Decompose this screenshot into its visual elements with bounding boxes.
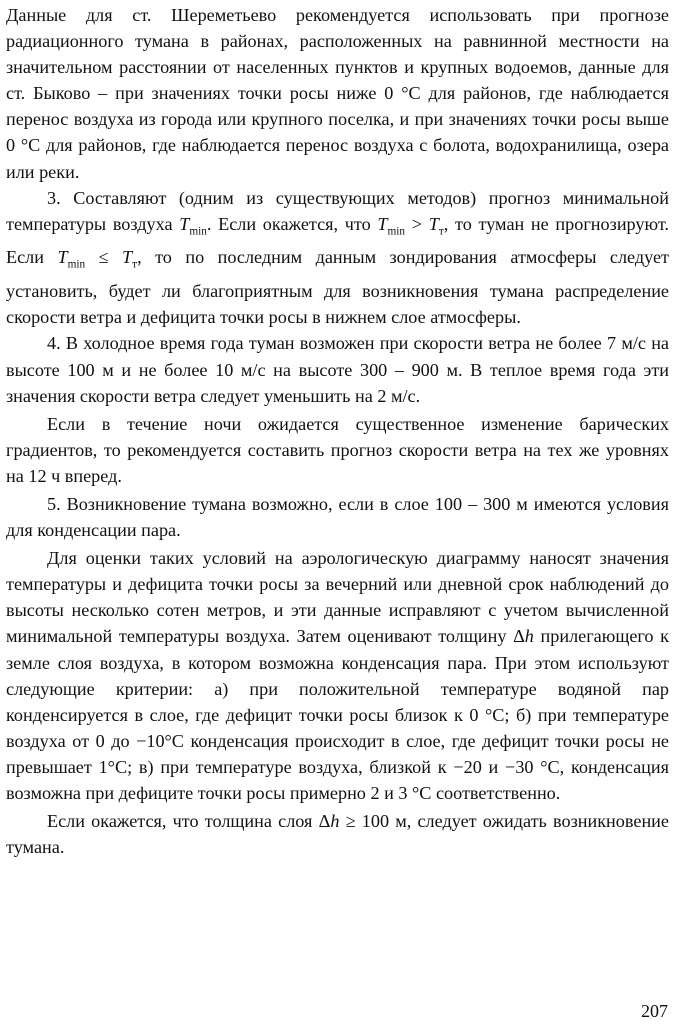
paragraph-stations: Данные для ст. Шереметьево рекомендуется использовать при прогнозе радиационного тумана в районах, расположенных на равнинной местности на значительном расстоянии от населенных пунктов и крупных водоемов, данные для ст. Быково – при значениях точки росы ниже 0 °С для районов, где наблюдается перенос воздуха из города или крупного поселка, и при значениях точки росы выше 0 °С для районов, где наблюдается перенос воздуха с болота, водохранилища, озера или реки. [6, 5, 669, 182]
paragraph-condensation-criteria: Для оценки таких условий на аэрологическую диаграмму наносят значения температуры и дефицита точки росы за вечерний или дневной срок наблюдений до высоты несколько сотен метров, и эти данные исправляют с учетом вычисленной минимальной температуры воздуха. Затем оценивают толщину Δh прилегающего к земле слоя воздуха, в котором возможна конденсация пара. При этом используют следующие критерии: а) при положительной температуре водяной пар конденсируется в слое, где дефицит точки росы близок к 0 °С; б) при температуре воздуха от 0 до −10°С конденсация происходит в слое, где дефицит точки росы не превышает 1°С; в) при температуре воздуха, близкой к −20 и −30 °С, конденсация возможна при дефиците точки росы примерно 2 и 3 °С соответственно. [6, 548, 670, 803]
paragraph-step-3: 3. Составляют (одним из существующих методов) прогноз минимальной температуры воздуха $T_{min}$. Если окажется, что $T_{min} > T_т$, то туман не прогнозируют. Если $T_{min} \le T_т$, то по последним данным зондирования атмосферы следует установить, будет ли благоприятным для возникновения тумана распределение скорости ветра и дефицита точки росы в нижнем слое атмосферы. [6, 187, 669, 328]
paragraph-conclusion: Если окажется, что толщина слоя Δh ≥ 100 м, следует ожидать возникновение тумана. [6, 811, 669, 858]
paragraph-wind-gradients: Если в течение ночи ожидается существенное изменение барических градиентов, то рекомендуется составить прогноз скорости ветра на тех же уровнях на 12 ч вперед. [6, 413, 669, 486]
paragraph-step-5: 5. Возникновение тумана возможно, если в слое 100 – 300 м имеются условия для конденсации пара. [6, 493, 669, 541]
page-body [6, 2, 669, 860]
paragraph-step-4: 4. В холодное время года туман возможен при скорости ветра не более 7 м/с на высоте 100 м и не более 10 м/с на высоте 300 – 900 м. В теплое время года эти значения скорости ветра следует уменьшить на 2 м/с. [6, 333, 669, 406]
page-number: 207 [641, 1001, 668, 1021]
